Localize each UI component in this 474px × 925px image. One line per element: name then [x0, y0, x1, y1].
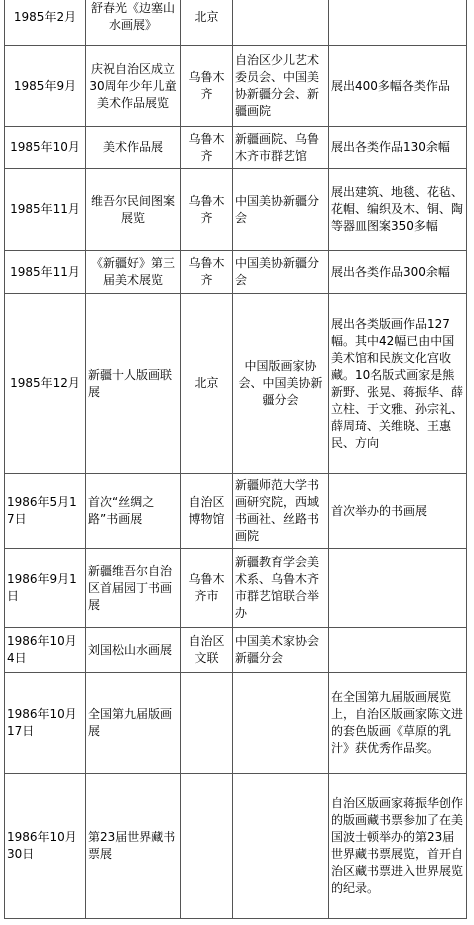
cell-date: 1986年5月17日: [5, 474, 86, 549]
cell-date: 1986年10月17日: [5, 673, 86, 774]
table-row: [5, 628, 467, 673]
cell-organizer: 中国美协新疆分会: [233, 169, 329, 251]
cell-place: 北京: [181, 294, 233, 474]
cell-organizer: 中国版画家协会、中国美协新疆分会: [233, 294, 329, 474]
cell-exhibition-name: 新疆十人版画联展: [86, 294, 181, 474]
cell-organizer: [233, 774, 329, 919]
cell-place: 自治区博物馆: [181, 474, 233, 549]
cell-place: 乌鲁木齐: [181, 46, 233, 127]
exhibition-table: [4, 0, 467, 919]
cell-date: 1986年10月4日: [5, 628, 86, 673]
cell-note: [329, 0, 467, 46]
table-row: [5, 46, 467, 127]
table-row: [5, 549, 467, 628]
cell-place: 乌鲁木齐: [181, 251, 233, 294]
cell-exhibition-name: 维吾尔民间图案展览: [86, 169, 181, 251]
table-row: [5, 774, 467, 919]
table-row: [5, 294, 467, 474]
cell-date: 1985年12月: [5, 294, 86, 474]
cell-exhibition-name: 第23届世界藏书票展: [86, 774, 181, 919]
cell-exhibition-name: 全国第九届版画展: [86, 673, 181, 774]
cell-place: 乌鲁木齐市: [181, 549, 233, 628]
table-row: [5, 673, 467, 774]
table-row: [5, 127, 467, 169]
cell-place: 自治区文联: [181, 628, 233, 673]
cell-exhibition-name: 首次“丝绸之路”书画展: [86, 474, 181, 549]
cell-organizer: 新疆画院、乌鲁木齐市群艺馆: [233, 127, 329, 169]
cell-date: 1985年10月: [5, 127, 86, 169]
cell-note: 展出建筑、地毯、花毡、花帽、编织及木、铜、陶等器皿图案350多幅: [329, 169, 467, 251]
cell-date: 1986年9月1日: [5, 549, 86, 628]
cell-date: 1986年10月30日: [5, 774, 86, 919]
cell-organizer: 自治区少儿艺术委员会、中国美协新疆分会、新疆画院: [233, 46, 329, 127]
cell-place: 乌鲁木齐: [181, 169, 233, 251]
cell-exhibition-name: 舒春光《边塞山水画展》: [86, 0, 181, 46]
cell-note: [329, 549, 467, 628]
cell-organizer: [233, 673, 329, 774]
cell-exhibition-name: 新疆维吾尔自治区首届园丁书画展: [86, 549, 181, 628]
cell-organizer: 中国美协新疆分会: [233, 251, 329, 294]
cell-organizer: 新疆师范大学书画研究院，西域书画社、丝路书画院: [233, 474, 329, 549]
cell-date: 1985年9月: [5, 46, 86, 127]
cell-note: 展出各类作品130余幅: [329, 127, 467, 169]
cell-date: 1985年11月: [5, 251, 86, 294]
cell-exhibition-name: 《新疆好》第三届美术展览: [86, 251, 181, 294]
cell-date: 1985年11月: [5, 169, 86, 251]
cell-exhibition-name: 刘国松山水画展: [86, 628, 181, 673]
cell-organizer: 中国美术家协会新疆分会: [233, 628, 329, 673]
cell-exhibition-name: 美术作品展: [86, 127, 181, 169]
cell-organizer: 新疆教育学会美术系、乌鲁木齐市群艺馆联合举办: [233, 549, 329, 628]
cell-place: 北京: [181, 0, 233, 46]
table-row: [5, 251, 467, 294]
cell-date: 1985年2月: [5, 0, 86, 46]
table-row: [5, 169, 467, 251]
cell-note: 在全国第九届版画展览上，自治区版画家陈文进的套色版画《草原的乳汁》获优秀作品奖。: [329, 673, 467, 774]
cell-note: 自治区版画家蒋振华创作的版画藏书票参加了在美国波士顿举办的第23届世界藏书票展览，首开自治区藏书票进入世界展览的纪录。: [329, 774, 467, 919]
cell-note: 展出各类作品300余幅: [329, 251, 467, 294]
cell-note: [329, 628, 467, 673]
cell-organizer: [233, 0, 329, 46]
cell-place: [181, 774, 233, 919]
cell-note: 首次举办的书画展: [329, 474, 467, 549]
table-row: [5, 474, 467, 549]
table-row: [5, 0, 467, 46]
cell-place: 乌鲁木齐: [181, 127, 233, 169]
cell-exhibition-name: 庆祝自治区成立30周年少年儿童美术作品展览: [86, 46, 181, 127]
cell-note: 展出400多幅各类作品: [329, 46, 467, 127]
cell-note: 展出各类版画作品127幅。其中42幅已由中国美术馆和民族文化宫收藏。10名版式画家是熊新野、张晃、蒋振华、薛立柱、于文雅、孙宗礼、薛周琦、关维晓、王惠民、方向: [329, 294, 467, 474]
cell-place: [181, 673, 233, 774]
